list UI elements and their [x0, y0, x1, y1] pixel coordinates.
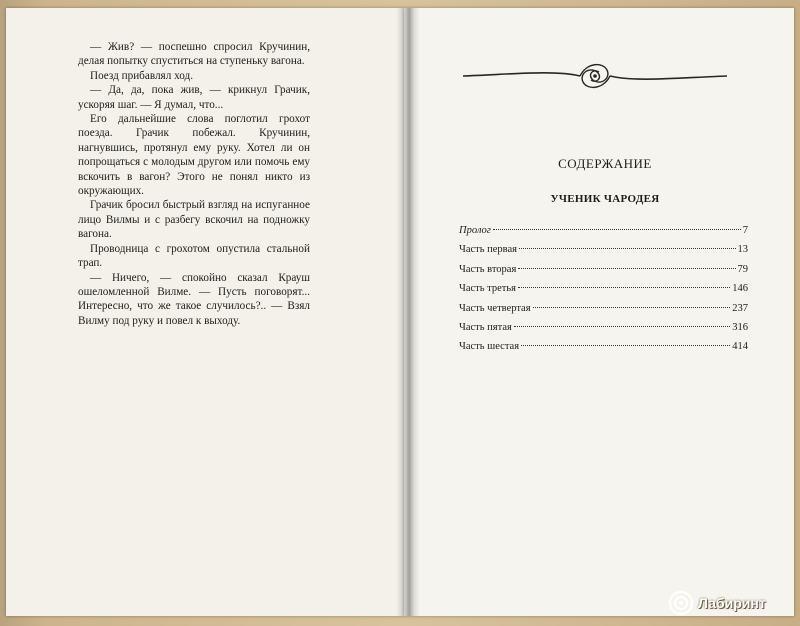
toc-leader-dots [533, 307, 731, 308]
paragraph: — Да, да, пока жив, — крикнул Грачик, ускоряя шаг. — Я думал, что... [78, 84, 310, 111]
toc-leader-dots [514, 326, 730, 327]
toc-entry-page: 13 [737, 244, 748, 256]
watermark-text: Лабиринт [698, 595, 766, 611]
toc-entry-label: Часть вторая [459, 263, 517, 275]
toc-leader-dots [518, 287, 730, 288]
toc-entry[interactable] [459, 341, 748, 360]
paragraph: — Ничего, — спокойно сказал Крауш ошеломленной Вилме. — Пусть поговорят... Интересно, что же такое случилось?.. — Взял Вилму под руку и повел к выходу. [78, 271, 310, 327]
toc-entry-label: Часть шестая [459, 341, 520, 353]
paragraph: Проводница с грохотом опустила стальной трап. [78, 242, 310, 270]
toc-entry-label: Часть четвертая [459, 302, 531, 314]
toc-leader-dots [521, 345, 730, 346]
toc-leader-dots [493, 229, 741, 230]
left-page-text [78, 40, 310, 328]
toc-leader-dots [518, 268, 735, 269]
paragraph: Грачик бросил быстрый взгляд на испуганное лицо Вилмы и с разбегу вскочил на подножку вагона. [78, 199, 310, 241]
paragraph: Поезд прибавлял ход. [90, 69, 194, 82]
toc-entry-page: 146 [732, 283, 748, 295]
toc-entry[interactable] [459, 264, 748, 283]
toc-title: СОДЕРЖАНИЕ [558, 156, 652, 171]
toc-entry-page: 414 [732, 341, 748, 353]
toc-entry-label: Часть пятая [459, 321, 512, 333]
labyrinth-logo-icon [668, 590, 694, 616]
decorative-ornament-icon [455, 56, 735, 96]
watermark [668, 588, 792, 618]
toc-entry-label: Часть третья [459, 283, 516, 295]
toc-entry-page: 316 [732, 321, 748, 333]
toc-entry[interactable] [459, 303, 748, 322]
toc-entry-page: 7 [742, 225, 748, 236]
toc-entry-label: Часть первая [459, 244, 517, 256]
toc-subtitle: УЧЕНИК ЧАРОДЕЯ [550, 193, 660, 205]
toc-entry-page: 237 [732, 302, 748, 314]
toc-leader-dots [519, 248, 736, 249]
toc-entry[interactable] [459, 225, 748, 244]
toc-entry-page: 79 [737, 263, 748, 275]
paragraph: — Жив? — поспешно спросил Кручинин, делая попытку спуститься на ступеньку вагона. [78, 41, 310, 68]
toc-entry[interactable] [459, 322, 748, 341]
toc-entry-label: Пролог [459, 225, 491, 236]
paragraph: Его дальнейшие слова поглотил грохот поезда. Грачик побежал. Кручинин, нагнувшись, протянул ему руку. Хотел ли он попрощаться с молодым другом или помочь ему вскочить в вагон? Этого не понял никто из окружающих. [78, 113, 310, 198]
toc-entry[interactable] [459, 244, 748, 263]
toc-entry[interactable] [459, 283, 748, 302]
table-of-contents [459, 225, 748, 361]
